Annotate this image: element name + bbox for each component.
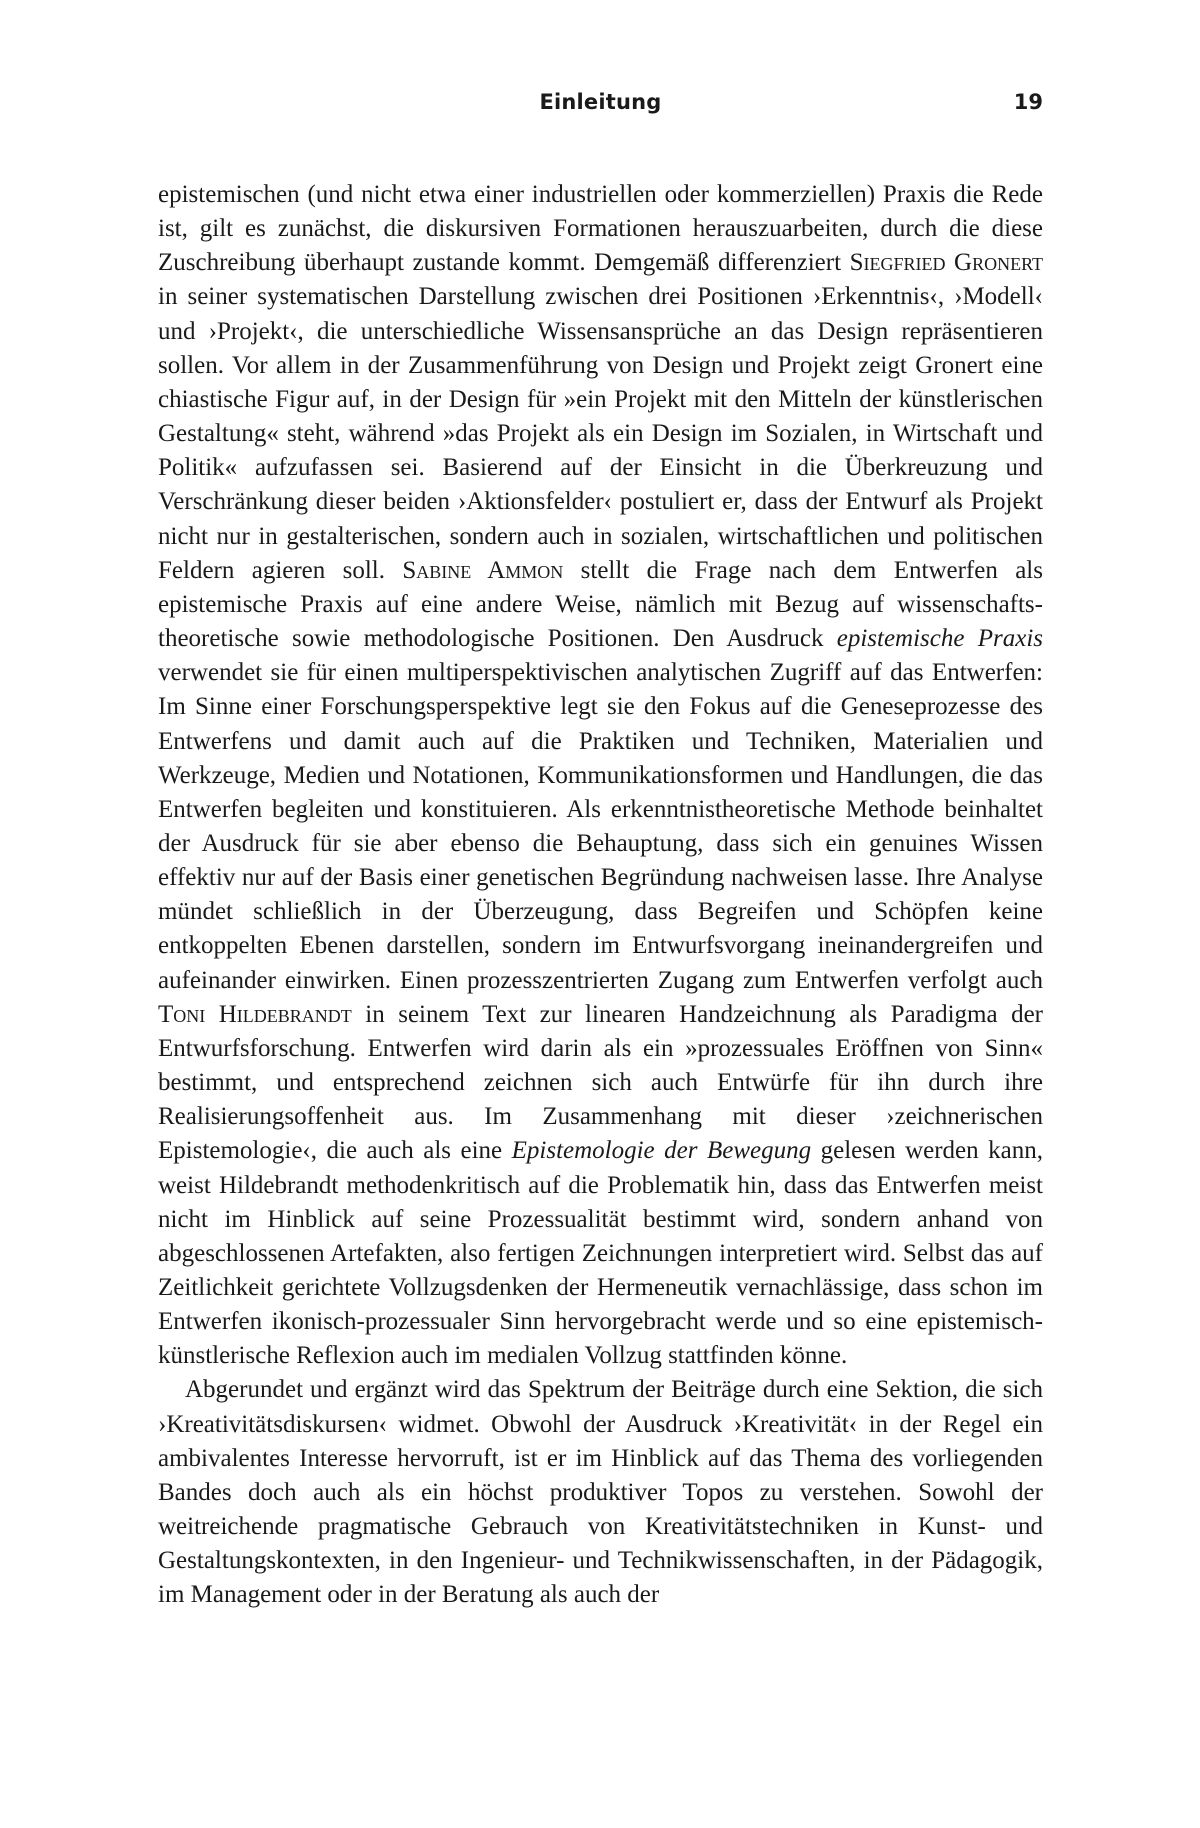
text-run: in seinem Text zur linearen Handzeichnung als Paradigma der Entwurfsforschung. Entwerfen wird darin als ein »prozessuales Eröffnen von Sinn« bestimmt, und entsprechend zeichnen sich auch Entwürfe für ihn durch ihre Realisierungsoffenheit aus. Im Zusammenhang mit dieser ›zeichnerischen Epistemologie‹, die auch als eine [158,1000,1043,1165]
paragraph: Abgerundet und ergänzt wird das Spektrum der Beiträge durch eine Sektion, die sich ›Kreativitätsdiskursen‹ widmet. Obwohl der Ausdruck ›Kreativität‹ in der Regel ein ambivalentes Interesse hervorruft, ist er im Hinblick auf das Thema des vorliegenden Bandes doch auch als ein höchst produktiver Topos zu verstehen. Sowohl der weitreichende pragmatische Gebrauch von Kreativitätstechniken in Kunst- und Gestaltungskontexten, in den Ingenieur- und Technikwissenschaften, in der Pädagogik, im Management oder in der Beratung als auch der [158,1376,1043,1609]
emphasis: epistemische Praxis [836,625,1043,653]
body-text [158,178,1043,1613]
running-title: Einleitung [539,90,662,114]
emphasis: Epistemologie der Bewegung [511,1137,812,1165]
text-run: verwendet sie für einen multiperspektivischen analytischen Zugriff auf das Entwerfen: Im Sinne einer Forschungsperspektive legt sie den Fokus auf die Geneseprozesse des Entwerfens und damit auch auf die Praktiken und Techniken, Materialien und Werkzeuge, Medien und Notationen, Kommunikationsformen und Handlungen, die das Entwerfen begleiten und konstituieren. Als erkenntnistheoretische Methode beinhaltet der Ausdruck für sie aber ebenso die Behauptung, dass sich ein genuines Wissen effektiv nur auf der Basis einer genetischen Begründung nachweisen lasse. Ihre Analyse mündet schließlich in der Überzeugung, dass Begreifen und Schöpfen keine entkoppelten Ebenen darstellen, sondern im Entwurfsvorgang ineinandergreifen und aufeinander einwirken. Einen prozesszentrierten Zugang zum Entwerfen verfolgt auch [158,659,1043,994]
text-run: gelesen werden kann, weist Hildebrandt methodenkritisch auf die Problematik hin, dass das Entwerfen meist nicht im Hinblick auf seine Prozessualität bestimmt wird, sondern anhand von abgeschlossenen Artefakten, also fertigen Zeichnungen interpretiert wird. Selbst das auf Zeitlichkeit gerichtete Vollzugsdenken der Hermeneutik vernachlässige, dass schon im Entwerfen ikonisch-prozessualer Sinn hervorgebracht werde und so eine epistemisch-künstlerische Reflexion auch im medialen Vollzug stattfinden könne. [158,1137,1043,1370]
running-head [158,90,1043,120]
text-run: in seiner systematischen Darstellung zwischen drei Positionen ›Erkenntnis‹, ›Modell‹ und ›Projekt‹, die unterschiedliche Wissensansprüche an das Design repräsentieren sollen. Vor allem in der Zusammenführung von Design und Projekt zeigt Gronert eine chiastische Figur auf, in der Design für »ein Projekt mit den Mitteln der künstlerischen Gestaltung« steht, während »das Projekt als ein Design im Sozialen, in Wirtschaft und Politik« aufzufassen sei. Basierend auf der Einsicht in die Überkreuzung und Verschränkung dieser beiden ›Aktionsfelder‹ postuliert er, dass der Entwurf als Projekt nicht nur in gestalterischen, sondern auch in sozialen, wirtschaftlichen und politischen Feldern agieren soll. [158,283,1043,584]
author-name: Sabine Ammon [402,556,564,584]
page-number: 19 [1013,90,1043,114]
author-name: Toni Hildebrandt [158,1000,352,1028]
text-run: stellt die Frage nach dem Entwerfen als epistemische Praxis auf eine andere Weise, nämlich mit Bezug auf wissenschaftstheoretische sowie methodologische Positionen. Den Ausdruck [158,556,1043,653]
paragraph [158,178,1043,1373]
author-name: Siegfried Gronert [849,249,1043,277]
text-run: epistemischen (und nicht etwa einer industriellen oder kommerziellen) Praxis die Rede ist, gilt es zunächst, die diskursiven Formationen herauszuarbeiten, durch die diese Zuschreibung überhaupt zustande kommt. Demgemäß differenziert [158,181,1043,277]
